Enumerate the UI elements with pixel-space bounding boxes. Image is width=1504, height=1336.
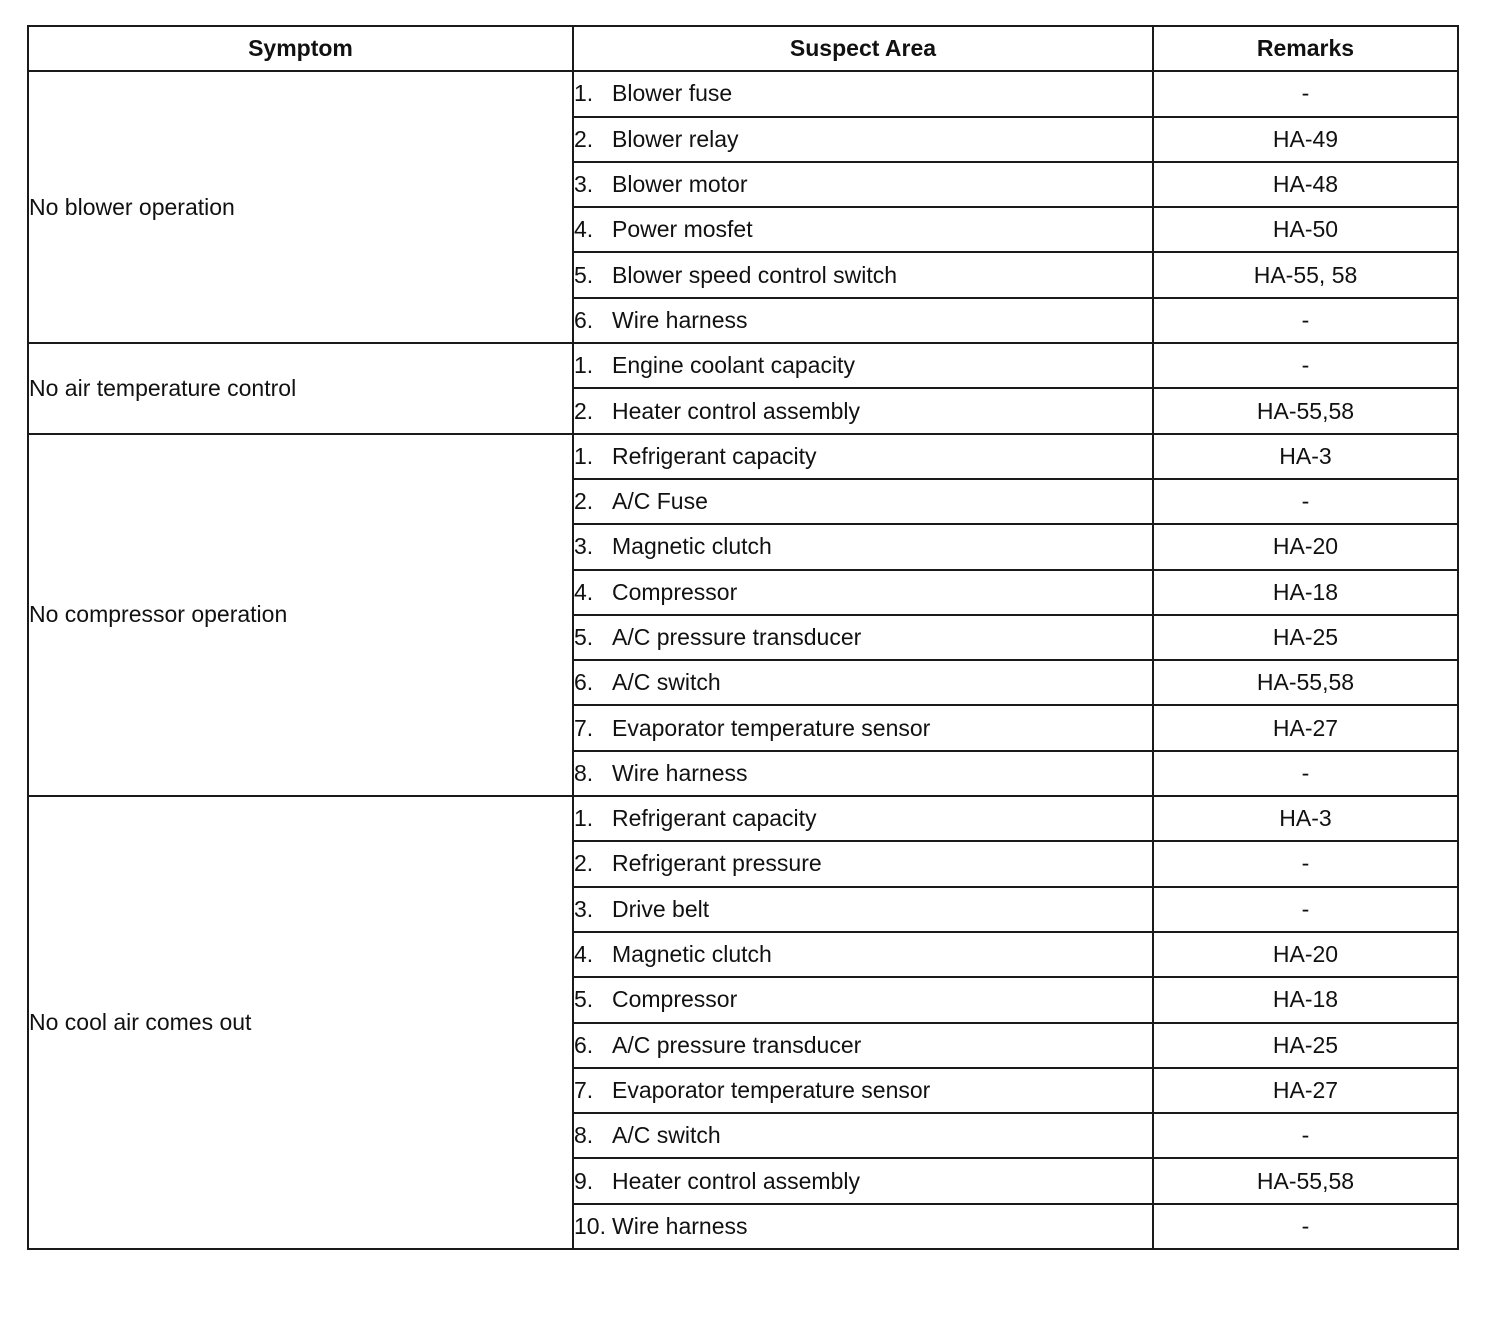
suspect-area-text: A/C pressure transducer xyxy=(612,624,862,650)
header-symptom: Symptom xyxy=(28,26,573,71)
suspect-area-text: Drive belt xyxy=(612,895,710,922)
suspect-area-text: Heater control assembly xyxy=(612,1167,860,1194)
remark-cell: HA-25 xyxy=(1153,1023,1458,1068)
suspect-area-cell xyxy=(573,751,1153,796)
suspect-area-cell xyxy=(573,252,1153,297)
suspect-area-text: Engine coolant capacity xyxy=(612,352,855,379)
remark-cell: HA-18 xyxy=(1153,570,1458,615)
item-number: 1. xyxy=(574,80,594,107)
remark-cell: - xyxy=(1153,479,1458,524)
suspect-area-cell xyxy=(573,388,1153,433)
suspect-area-text: Evaporator temperature sensor xyxy=(612,714,931,741)
table-row xyxy=(28,71,1458,116)
remark-cell: HA-3 xyxy=(1153,796,1458,841)
table-row xyxy=(28,796,1458,841)
header-remarks: Remarks xyxy=(1153,26,1458,71)
header-suspect-area: Suspect Area xyxy=(573,26,1153,71)
suspect-area-cell xyxy=(573,660,1153,705)
suspect-area-cell xyxy=(573,343,1153,388)
remark-cell: HA-55,58 xyxy=(1153,388,1458,433)
remark-cell: - xyxy=(1153,298,1458,343)
item-number: 8. xyxy=(574,1122,594,1149)
suspect-area-text: Blower motor xyxy=(612,171,748,198)
item-number: 3. xyxy=(574,171,594,198)
table-row xyxy=(28,343,1458,388)
suspect-area-text: Compressor xyxy=(612,578,738,605)
item-number: 10. xyxy=(574,1212,606,1239)
suspect-area-cell xyxy=(573,298,1153,343)
suspect-area-cell xyxy=(573,117,1153,162)
suspect-area-cell xyxy=(573,615,1153,660)
item-number: 4. xyxy=(574,941,594,968)
suspect-area-text: Blower fuse xyxy=(612,80,733,107)
suspect-area-text: Refrigerant capacity xyxy=(612,442,817,469)
suspect-area-text: Compressor xyxy=(612,986,738,1013)
remark-cell: HA-55,58 xyxy=(1153,660,1458,705)
suspect-area-cell xyxy=(573,841,1153,886)
remark-cell: HA-48 xyxy=(1153,162,1458,207)
remark-cell: HA-50 xyxy=(1153,207,1458,252)
item-number: 4. xyxy=(574,578,594,605)
suspect-area-cell xyxy=(573,977,1153,1022)
suspect-area-text: Refrigerant capacity xyxy=(612,805,817,832)
suspect-area-text: Wire harness xyxy=(612,306,748,333)
suspect-area-cell xyxy=(573,1204,1153,1249)
suspect-area-cell xyxy=(573,207,1153,252)
suspect-area-text: Refrigerant pressure xyxy=(612,850,822,877)
symptom-cell: No air temperature control xyxy=(28,343,573,434)
remark-cell: HA-49 xyxy=(1153,117,1458,162)
suspect-area-cell xyxy=(573,1023,1153,1068)
item-number: 2. xyxy=(574,397,594,424)
suspect-area-text: A/C pressure transducer xyxy=(612,1031,862,1058)
suspect-area-cell xyxy=(573,887,1153,932)
item-number: 3. xyxy=(574,533,594,560)
suspect-area-text: A/C switch xyxy=(612,669,721,696)
header-row xyxy=(28,26,1458,71)
item-number: 3. xyxy=(574,895,594,922)
suspect-area-text: Blower relay xyxy=(612,125,739,152)
troubleshooting-table xyxy=(27,25,1459,1250)
suspect-area-text: Evaporator temperature sensor xyxy=(612,1076,931,1103)
item-number: 5. xyxy=(574,624,594,650)
suspect-area-cell xyxy=(573,434,1153,479)
remark-cell: - xyxy=(1153,1113,1458,1158)
symptom-cell: No blower operation xyxy=(28,71,573,343)
remark-cell: - xyxy=(1153,841,1458,886)
item-number: 6. xyxy=(574,306,594,333)
suspect-area-text: A/C switch xyxy=(612,1122,721,1149)
suspect-area-cell xyxy=(573,1158,1153,1203)
suspect-area-text: Wire harness xyxy=(612,759,748,786)
item-number: 7. xyxy=(574,714,594,741)
suspect-area-cell xyxy=(573,524,1153,569)
item-number: 2. xyxy=(574,488,594,515)
remark-cell: HA-27 xyxy=(1153,1068,1458,1113)
item-number: 7. xyxy=(574,1076,594,1103)
item-number: 9. xyxy=(574,1167,594,1194)
remark-cell: HA-20 xyxy=(1153,932,1458,977)
table-body xyxy=(28,71,1458,1249)
suspect-area-cell xyxy=(573,1068,1153,1113)
suspect-area-cell xyxy=(573,71,1153,116)
suspect-area-text: Power mosfet xyxy=(612,216,753,243)
symptom-cell: No compressor operation xyxy=(28,434,573,796)
suspect-area-text: Magnetic clutch xyxy=(612,533,772,560)
suspect-area-cell xyxy=(573,479,1153,524)
suspect-area-cell xyxy=(573,932,1153,977)
item-number: 5. xyxy=(574,261,594,288)
suspect-area-text: A/C Fuse xyxy=(612,488,708,515)
item-number: 2. xyxy=(574,125,594,152)
remark-cell: HA-55, 58 xyxy=(1153,252,1458,297)
remark-cell: HA-27 xyxy=(1153,705,1458,750)
item-number: 6. xyxy=(574,669,594,696)
suspect-area-cell xyxy=(573,570,1153,615)
remark-cell: HA-18 xyxy=(1153,977,1458,1022)
suspect-area-cell xyxy=(573,162,1153,207)
remark-cell: - xyxy=(1153,343,1458,388)
remark-cell: - xyxy=(1153,887,1458,932)
item-number: 8. xyxy=(574,759,594,786)
remark-cell: - xyxy=(1153,71,1458,116)
remark-cell: - xyxy=(1153,1204,1458,1249)
item-number: 2. xyxy=(574,850,594,877)
symptom-cell: No cool air comes out xyxy=(28,796,573,1249)
item-number: 6. xyxy=(574,1031,594,1058)
remark-cell: HA-3 xyxy=(1153,434,1458,479)
suspect-area-cell xyxy=(573,1113,1153,1158)
suspect-area-text: Blower speed control switch xyxy=(612,261,898,288)
suspect-area-text: Wire harness xyxy=(612,1212,748,1239)
suspect-area-cell xyxy=(573,705,1153,750)
table-row xyxy=(28,434,1458,479)
suspect-area-cell xyxy=(573,796,1153,841)
remark-cell: HA-20 xyxy=(1153,524,1458,569)
item-number: 5. xyxy=(574,986,594,1013)
remark-cell: HA-55,58 xyxy=(1153,1158,1458,1203)
suspect-area-text: Heater control assembly xyxy=(612,397,860,424)
item-number: 4. xyxy=(574,216,594,243)
item-number: 1. xyxy=(574,442,594,469)
remark-cell: HA-25 xyxy=(1153,615,1458,660)
item-number: 1. xyxy=(574,352,594,379)
remark-cell: - xyxy=(1153,751,1458,796)
item-number: 1. xyxy=(574,805,594,832)
suspect-area-text: Magnetic clutch xyxy=(612,941,772,968)
